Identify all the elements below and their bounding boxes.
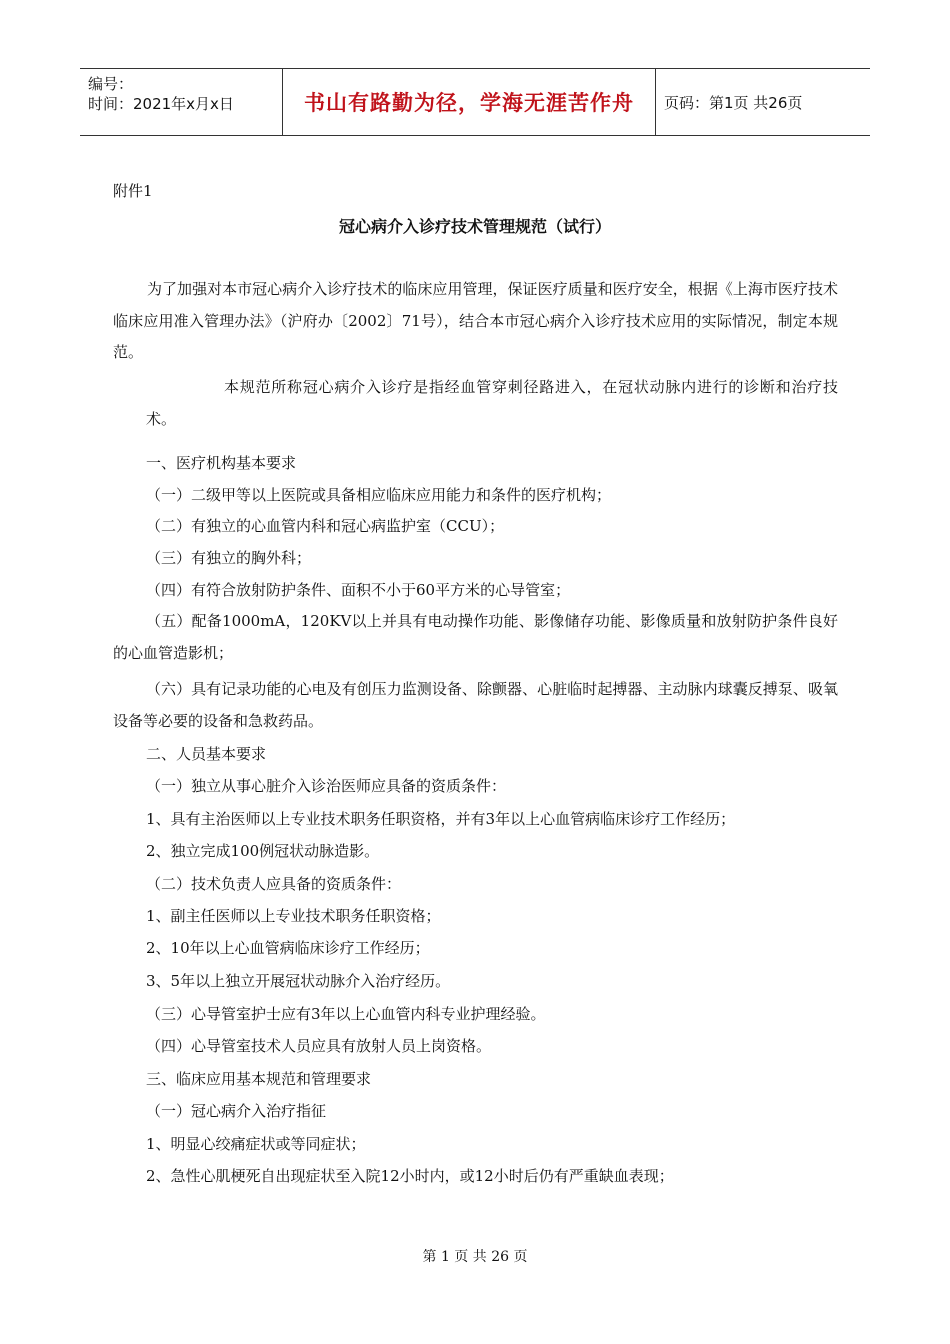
- list-item: （三）有独立的胸外科；: [146, 549, 312, 567]
- list-item: 1、具有主治医师以上专业技术职务任职资格，并有3年以上心血管病临床诊疗工作经历；: [146, 810, 736, 828]
- list-item: （五）配备1000mA，120KV以上并具有电动操作功能、影像储存功能、影像质量和放射防护条件良好的心血管造影机；: [113, 612, 838, 662]
- list-item: 1、副主任医师以上专业技术职务任职资格；: [146, 907, 441, 925]
- list-item: （一）独立从事心脏介入诊治医师应具备的资质条件：: [146, 777, 507, 795]
- definition-paragraph: 本规范所称冠心病介入诊疗是指经血管穿刺径路进入，在冠状动脉内进行的诊断和治疗技术。: [146, 378, 838, 428]
- attachment-label: 附件1: [113, 182, 153, 200]
- section-heading-3: 三、临床应用基本规范和管理要求: [146, 1070, 372, 1088]
- time-label: 时间：2021年x月x日: [88, 95, 234, 113]
- list-item: （一）冠心病介入治疗指征: [146, 1102, 327, 1120]
- list-item: 2、独立完成100例冠状动脉造影。: [146, 842, 380, 860]
- list-item: （六）具有记录功能的心电及有创压力监测设备、除颤器、心脏临时起搏器、主动脉内球囊反搏泵、吸氧设备等必要的设备和急救药品。: [113, 680, 838, 730]
- list-item: （一）二级甲等以上医院或具备相应临床应用能力和条件的医疗机构；: [146, 486, 612, 504]
- list-item: （二）有独立的心血管内科和冠心病监护室（CCU）；: [146, 517, 505, 535]
- page-footer: 第 1 页 共 26 页: [422, 1249, 528, 1265]
- section-heading-1: 一、医疗机构基本要求: [146, 454, 297, 472]
- list-item: 2、10年以上心血管病临床诊疗工作经历；: [146, 939, 430, 957]
- intro-paragraph: 为了加强对本市冠心病介入诊疗技术的临床应用管理，保证医疗质量和医疗安全，根据《上海市医疗技术临床应用准入管理办法》（沪府办〔2002〕71号），结合本市冠心病介入诊疗技术应用的实际情况，制定本规范。: [113, 280, 838, 361]
- header-page-cell: [656, 69, 870, 135]
- number-label: 编号：: [88, 75, 134, 93]
- section-heading-2: 二、人员基本要求: [146, 745, 267, 763]
- header-motto-cell: [283, 69, 656, 135]
- document-header: [80, 68, 870, 136]
- list-item: 1、明显心绞痛症状或等同症状；: [146, 1135, 366, 1153]
- list-item: （四）有符合放射防护条件、面积不小于60平方米的心导管室；: [146, 581, 571, 599]
- list-item: （三）心导管室护士应有3年以上心血管内科专业护理经验。: [146, 1005, 546, 1023]
- list-item: （四）心导管室技术人员应具有放射人员上岗资格。: [146, 1037, 492, 1055]
- list-item: （二）技术负责人应具备的资质条件：: [146, 875, 402, 893]
- list-item: 2、急性心肌梗死自出现症状至入院12小时内，或12小时后仍有严重缺血表现；: [146, 1167, 674, 1185]
- list-item: 3、5年以上独立开展冠状动脉介入治疗经历。: [146, 972, 451, 990]
- document-title: 冠心病介入诊疗技术管理规范（试行）: [338, 217, 611, 236]
- header-meta-cell: [80, 69, 283, 135]
- page-label: 页码：第1页 共26页: [664, 93, 803, 112]
- motto-text: 书山有路勤为径，学海无涯苦作舟: [304, 91, 634, 115]
